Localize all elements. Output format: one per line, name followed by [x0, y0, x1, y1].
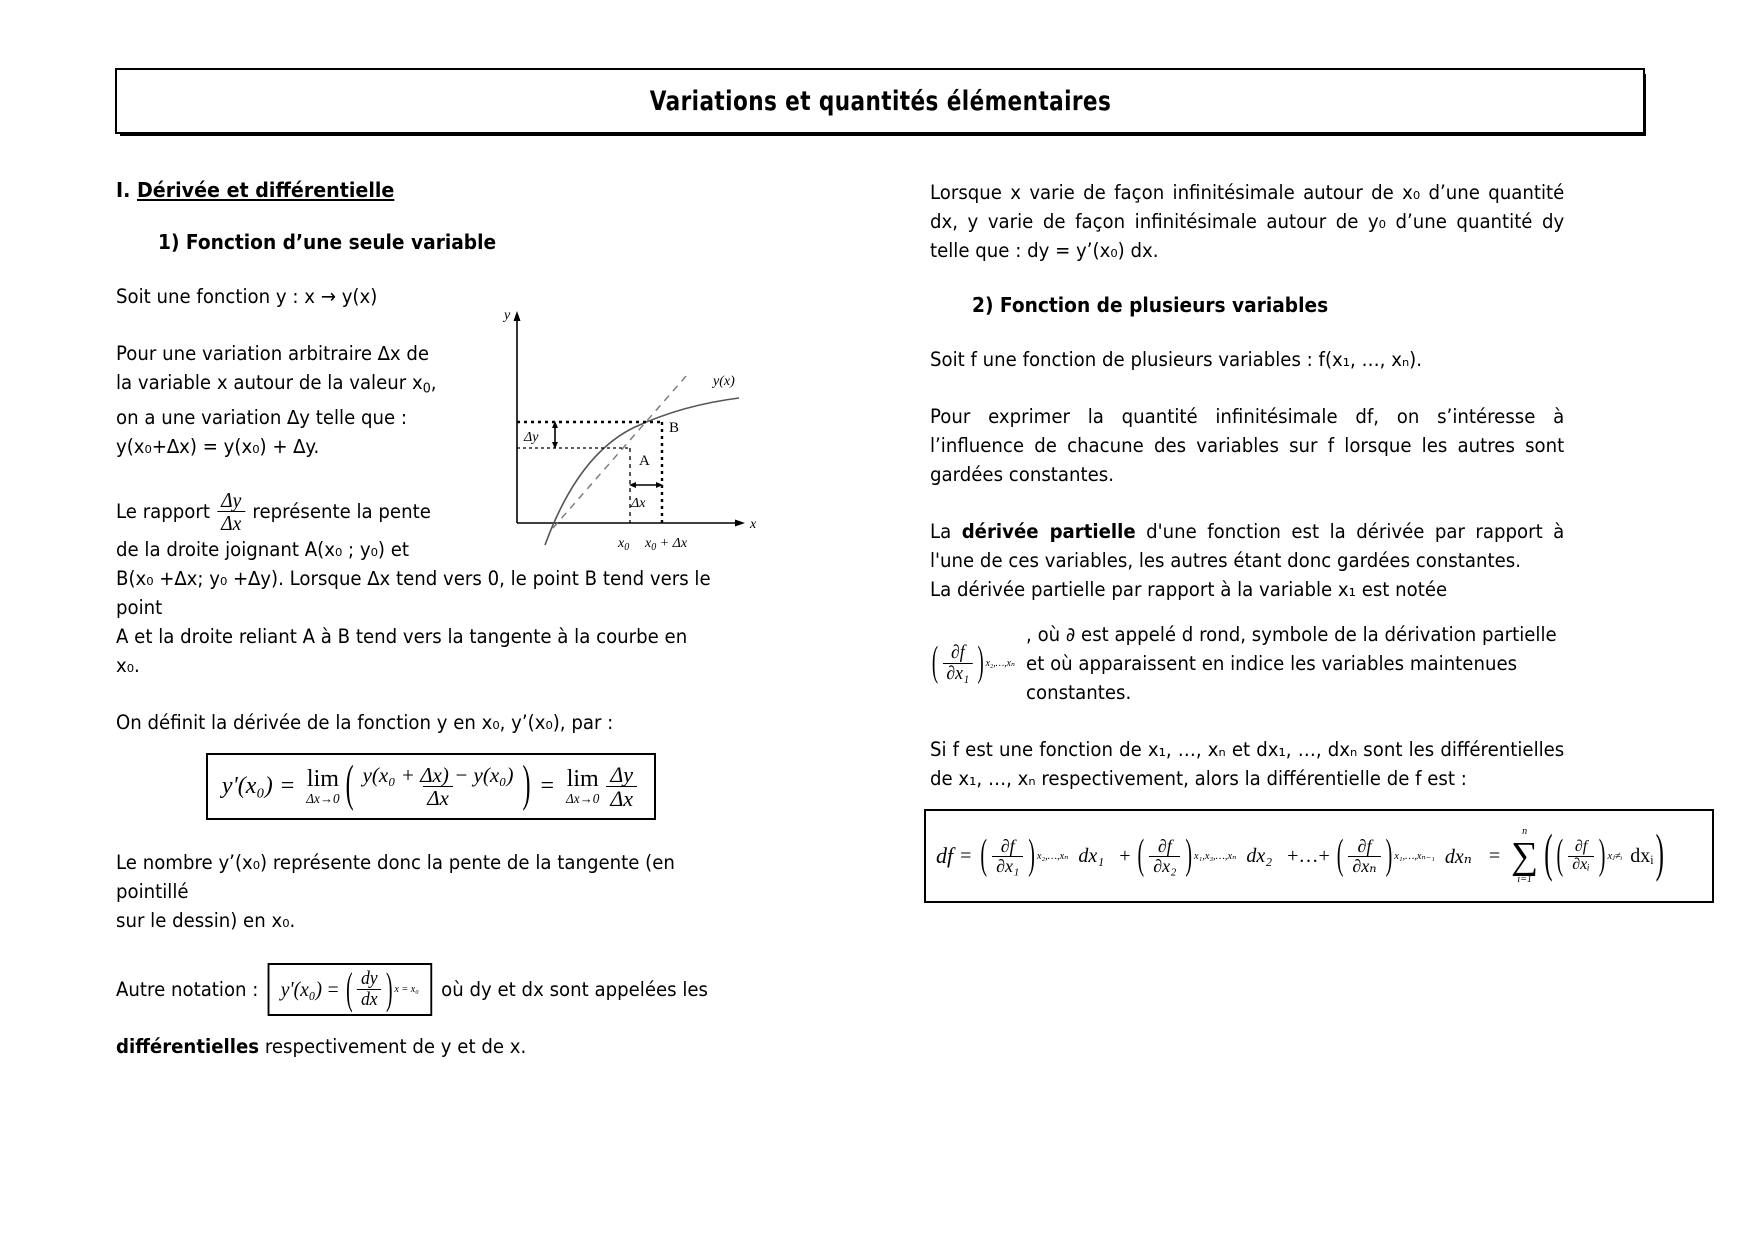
- df-summand-fraction: [1568, 839, 1594, 874]
- df-term1-den: ∂x₁: [992, 856, 1023, 876]
- df-term2-sub: x₁,x₃,…,xₙ: [1194, 851, 1237, 862]
- df-termn-num: ∂f: [1357, 835, 1372, 856]
- derivative-numerator: y(x₀ + Δx) − y(x₀): [362, 762, 514, 787]
- df-term2-fraction: [1149, 837, 1180, 876]
- df-summand-inner-paren-left: (: [1556, 831, 1564, 879]
- limit-sub-1: Δx→0: [306, 790, 340, 806]
- inline-partial-num: ∂f: [950, 642, 965, 664]
- notation-subscript: x = x₀: [394, 982, 419, 995]
- df-summand-outer-paren: [1542, 826, 1666, 884]
- df-formula-box: [924, 809, 1714, 903]
- subsection-heading-1: 1) Fonction d’une seule variable: [158, 230, 497, 254]
- variation-line-4: y(x₀+∆x) = y(x₀) + ∆y.: [116, 435, 320, 459]
- df-summand-dx: dxᵢ: [1630, 844, 1654, 867]
- limit-label-1: lim: [306, 765, 339, 792]
- df-termn-dx: dxₙ: [1444, 845, 1472, 868]
- delta-x-label: Δx: [631, 496, 646, 511]
- derivative-equals-1: =: [280, 772, 295, 799]
- paragraph-df-intro: Pour exprimer la quantité infinitésimale df, on s’intéresse à l’influence de chacune des variables sur f lorsque les autres sont gardées constantes.: [930, 405, 1565, 486]
- df-sum-bottom: i=1: [1517, 874, 1532, 885]
- df-op2: +…+: [1287, 844, 1330, 867]
- ratio-fraction: [217, 489, 245, 534]
- title-box: [115, 68, 1645, 134]
- x-axis-label: x: [750, 517, 757, 532]
- inline-partial-den: ∂x₁: [943, 663, 973, 684]
- point-a-label: A: [639, 453, 650, 469]
- partial-def-pre: La: [930, 520, 962, 543]
- df-sum-symbol: ∑: [1511, 835, 1539, 877]
- paragraph-differentials: [116, 1032, 711, 1061]
- inline-partial-paren: [930, 639, 986, 686]
- variation-line-2: la variable x autour de la valeur $x_0$,: [116, 371, 437, 397]
- paragraph-partial-notation: La dérivée partielle par rapport à la variable x₁ est notée: [930, 578, 1448, 601]
- derivative-limit-2: [566, 767, 599, 806]
- y-axis-arrow: [514, 311, 521, 321]
- df-termn-paren: [1335, 831, 1395, 879]
- variation-line-3: on a une variation ∆y telle que :: [116, 406, 408, 430]
- df-summand-num: ∂f: [1574, 837, 1588, 855]
- inline-partial-fraction: [943, 643, 973, 684]
- df-term1-sub: x₂,…,xₙ: [1036, 851, 1069, 862]
- derivative-formula-wrapper: [116, 753, 756, 820]
- paragraph-partial-def: [930, 517, 1564, 575]
- derivative-ratio-num: Δy: [610, 761, 634, 787]
- df-summand-sub: xⱼ≠ᵢ: [1607, 851, 1623, 862]
- df-term1-fraction: [992, 837, 1023, 876]
- section-number: I.: [116, 178, 131, 202]
- derivative-tangent-graph: [487, 305, 767, 555]
- paren-left: (: [345, 757, 354, 813]
- df-term2-num: ∂f: [1157, 835, 1172, 856]
- x-axis-arrow: [735, 520, 745, 527]
- ratio-numerator: Δy: [221, 488, 242, 513]
- subsection-heading-2: 2) Fonction de plusieurs variables: [972, 293, 1329, 317]
- notation-formula-box: [268, 963, 432, 1016]
- limit-sub-2: Δx→0: [566, 790, 600, 806]
- derivative-limit-1: [306, 767, 339, 806]
- df-equals: =: [960, 844, 972, 867]
- curve-label: y(x): [713, 374, 735, 389]
- derivative-fraction: [359, 764, 518, 809]
- derivative-paren-group: [344, 757, 533, 813]
- notation-equals: =: [327, 976, 339, 1001]
- point-b-label: B: [669, 420, 680, 436]
- partial-def-bold: dérivée partielle: [961, 520, 1136, 543]
- ratio-line-3: B(x₀ +∆x; y₀ +∆y). Lorsque ∆x tend vers 0, le point B tend vers le point: [116, 566, 711, 619]
- df-term2-dx: dx₂: [1246, 844, 1273, 867]
- inline-paren-left: (: [931, 639, 939, 686]
- paragraph-function-def: Soit une fonction y : x → y(x): [116, 285, 378, 308]
- ratio-line-4: A et la droite reliant A à B tend vers la tangente à la courbe en x₀.: [116, 624, 688, 677]
- notation-paren-left: (: [346, 962, 353, 1014]
- inline-partial-row: [930, 620, 1564, 707]
- variation-line-1: Pour une variation arbitraire ∆x de: [116, 342, 430, 365]
- df-term1-dx: dx₁: [1078, 844, 1105, 867]
- title-banner: [115, 68, 1641, 130]
- df-summand-paren-right: ): [1655, 826, 1664, 884]
- paragraph-slope-note: [116, 848, 711, 935]
- right-column: [930, 178, 1664, 903]
- ratio-denominator: Δx: [217, 511, 245, 534]
- slope-line-2: sur le dessin) en x₀.: [116, 908, 296, 932]
- delta-y-label: Δy: [524, 430, 539, 445]
- page-title: Variations et quantités élémentaires: [649, 85, 1111, 117]
- df-term1-paren-right: ): [1028, 831, 1035, 879]
- notation-paren-group: [344, 962, 394, 1014]
- df-sum-top: n: [1522, 826, 1528, 837]
- df-formula-wrapper: [924, 809, 1664, 903]
- df-op1: +: [1119, 844, 1131, 867]
- section-heading-1: [116, 178, 711, 202]
- tick-x0dx-label: $x_0 + \Delta x$: [645, 536, 688, 553]
- notation-lhs: y'(x₀): [280, 976, 323, 1001]
- differentials-rest: respectivement de y et de x.: [259, 1034, 527, 1058]
- df-summand-paren-left: (: [1544, 826, 1553, 884]
- other-notation-prefix: Autre notation :: [116, 977, 259, 1001]
- df-termn-sub: x₁,…,xₙ₋₁: [1394, 851, 1435, 862]
- df-summand-den: ∂xᵢ: [1568, 856, 1594, 874]
- section-title: Dérivée et différentielle: [136, 178, 395, 202]
- df-termn-den: ∂xₙ: [1348, 856, 1380, 876]
- graph-svg: [487, 305, 767, 555]
- partial-def-post: d'une fonction est la dérivée par rapport à l'une de ces variables, les autres étant donc gardées constantes.: [930, 520, 1565, 572]
- paragraph-ratio-cont: [116, 535, 711, 680]
- delta-y-arrow-head-bottom: [552, 442, 558, 449]
- derivative-formula-box: [206, 753, 656, 820]
- derivative-lhs: y'(x₀): [221, 772, 273, 799]
- differentials-bold: différentielles: [116, 1034, 260, 1058]
- df-summation: [1511, 827, 1538, 885]
- derivative-denominator: Δx: [423, 786, 453, 809]
- slope-line-1: Le nombre y’(x₀) représente donc la pente de la tangente (en pointillé: [116, 850, 675, 903]
- paragraph-derivative-intro: On définit la dérivée de la fonction y en x₀, y’(x₀), par :: [116, 710, 614, 734]
- derivative-equals-2: =: [540, 772, 555, 799]
- limit-label-2: lim: [566, 765, 599, 792]
- df-termn-fraction: [1348, 837, 1380, 876]
- ratio-prefix: Le rapport: [116, 500, 210, 524]
- other-notation-suffix: où dy et dx sont appelées les: [441, 977, 708, 1001]
- inline-paren-right: ): [977, 639, 984, 686]
- df-termn-paren-right: ): [1385, 831, 1393, 879]
- df-lhs: df: [936, 843, 954, 868]
- derivative-ratio-den: Δx: [606, 786, 637, 810]
- tangent-line: [553, 375, 687, 528]
- derivative-ratio-fraction: [606, 763, 637, 810]
- notation-numerator: dy: [360, 967, 378, 989]
- df-term1-num: ∂f: [1000, 835, 1015, 856]
- tick-x0-label: $x_0$: [618, 536, 630, 553]
- ratio-suffix: représente la pente: [252, 500, 431, 524]
- paragraph-multi-var-def: Soit f une fonction de plusieurs variables : f(x₁, …, xₙ).: [930, 348, 1423, 371]
- df-summand-inner-paren: [1555, 831, 1608, 879]
- paragraph-differential-f: Si f est une fonction de x₁, …, xₙ et dx₁, …, dxₙ sont les différentielles de x₁, …, xₙ respectivement, alors la différentielle de f est :: [930, 738, 1565, 790]
- paragraph-other-notation: [116, 963, 711, 1016]
- df-term1-paren-left: (: [980, 831, 988, 879]
- notation-paren-right: ): [386, 962, 393, 1014]
- df-summand-inner-paren-right: ): [1598, 831, 1606, 879]
- notation-denominator: dx: [357, 989, 381, 1010]
- df-term2-den: ∂x₂: [1149, 856, 1180, 876]
- df-term2-paren-right: ): [1185, 831, 1193, 879]
- inline-partial-text: , où ∂ est appelé d rond, symbole de la dérivation partielle et où apparaissent en indice les variables maintenues constantes.: [1026, 623, 1557, 704]
- df-term2-paren-left: (: [1137, 831, 1145, 879]
- inline-partial-formula: [930, 639, 1015, 686]
- inline-partial-subscript: x₂,…,xₙ: [985, 658, 1015, 669]
- df-termn-paren-left: (: [1336, 831, 1344, 879]
- df-term1-paren: [978, 831, 1037, 879]
- df-term2-paren: [1136, 831, 1195, 879]
- ratio-line-2: de la droite joignant A(x₀ ; y₀) et: [116, 537, 409, 561]
- df-equals-2: =: [1488, 844, 1501, 867]
- paren-right: ): [522, 757, 531, 813]
- paragraph-infinitesimal: Lorsque x varie de façon infinitésimale autour de x₀ d’une quantité dx, y varie de façon infinitésimale autour de y₀ d’une quantité dy telle que : dy = y’(x₀) dx.: [930, 181, 1565, 262]
- notation-fraction: [357, 969, 381, 1010]
- y-axis-label: y: [504, 308, 511, 323]
